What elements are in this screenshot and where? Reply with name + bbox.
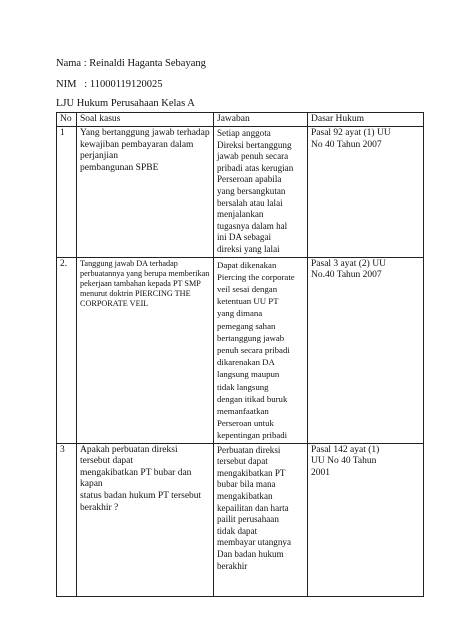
table-row bbox=[57, 127, 424, 258]
column-header-jawaban: Jawaban bbox=[214, 113, 308, 127]
legal-basis-cell: Pasal 142 ayat (1) UU No 40 Tahun 2001 bbox=[308, 443, 424, 596]
case-question-cell: Yang bertanggung jawab terhadap kewajiban pembayaran dalam perjanjian pembangunan SPBE bbox=[77, 127, 214, 258]
answer-cell: Dapat dikenakan Piercing the corporate veil sesai dengan ketentuan UU PT yang dimana pemegang sahan bertanggung jawab penuh secara pribadi dikarenakan DA langsung maupun tidak langsung dengan itikad buruk memanfaatkan Perseroan untuk kepentingan pribadi bbox=[214, 257, 308, 443]
column-header-soal: Soal kasus bbox=[77, 113, 214, 127]
answer-cell: Perbuatan direksi tersebut dapat mengakibatkan PT bubar bila mana mengakibatkan kepailitan dan harta pailit perusahaan tidak dapat membayar utangnya Dan badan hukum berakhir bbox=[214, 443, 308, 596]
table-row bbox=[57, 443, 424, 596]
student-nim-line: NIM : 11000119120025 bbox=[56, 79, 163, 90]
legal-basis-cell: Pasal 92 ayat (1) UU No 40 Tahun 2007 bbox=[308, 127, 424, 258]
column-header-no: No bbox=[57, 113, 77, 127]
column-header-dasar-hukum: Dasar Hukum bbox=[308, 113, 424, 127]
answer-table bbox=[56, 112, 424, 597]
legal-basis-cell: Pasal 3 ayat (2) UU No.40 Tahun 2007 bbox=[308, 257, 424, 443]
course-class-line: LJU Hukum Perusahaan Kelas A bbox=[56, 98, 195, 109]
row-number-cell: 1 bbox=[57, 127, 77, 258]
answer-cell: Setiap anggota Direksi bertanggung jawab penuh secara pribadi atas kerugian Perseroan apabila yang bersangkutan bersalah atau lalai menjalankan tugasnya dalam hal ini DA sebagai direksi yang lalai bbox=[214, 127, 308, 258]
case-question-cell: Tanggung jawab DA terhadap perbuatannya yang berupa memberikan pekerjaan tambahan kepada PT SMP menurut doktrin PIERCING THE CORPORATE VEIL bbox=[77, 257, 214, 443]
table-header-row bbox=[57, 113, 424, 127]
row-number-cell: 2. bbox=[57, 257, 77, 443]
row-number-cell: 3 bbox=[57, 443, 77, 596]
table-row bbox=[57, 257, 424, 443]
student-name-line: Nama : Reinaldi Haganta Sebayang bbox=[56, 58, 206, 69]
case-question-cell: Apakah perbuatan direksi tersebut dapat mengakibatkan PT bubar dan kapan status badan hukum PT tersebut berakhir ? bbox=[77, 443, 214, 596]
